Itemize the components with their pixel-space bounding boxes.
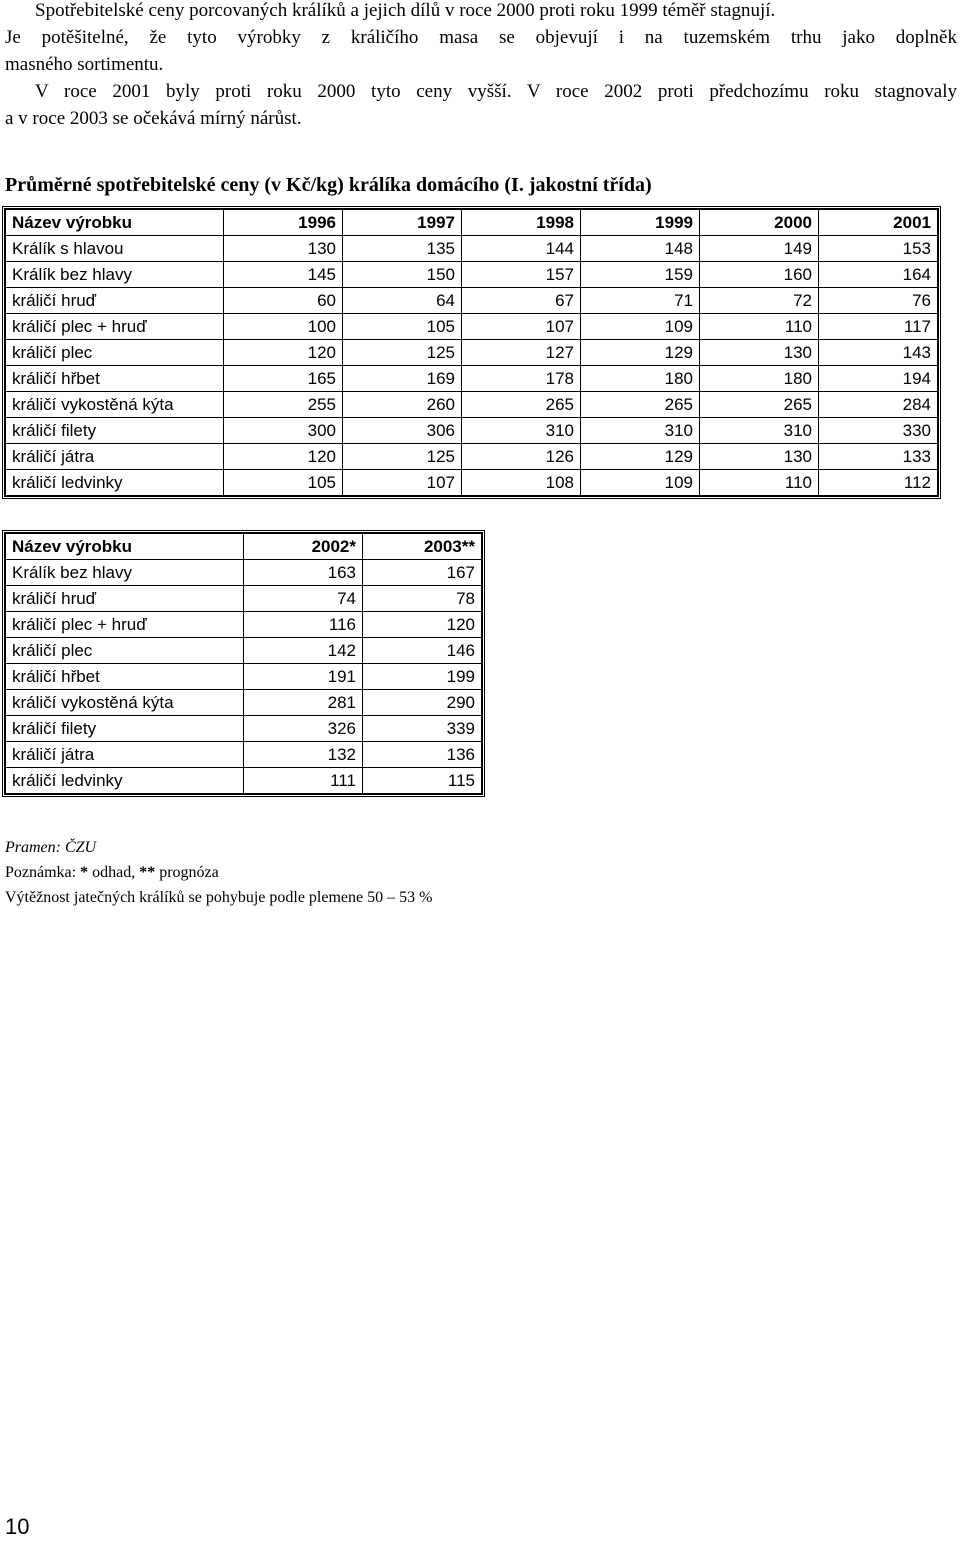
price-cell: 265: [462, 392, 581, 418]
table-row: [6, 288, 938, 314]
price-cell: 76: [819, 288, 938, 314]
table-row: [6, 586, 482, 612]
table-row: [6, 638, 482, 664]
header-year: 1996: [224, 210, 343, 236]
price-cell: 164: [819, 262, 938, 288]
forecast-marker: **: [139, 864, 156, 881]
product-name-cell: králičí játra: [6, 742, 244, 768]
table-row: [6, 664, 482, 690]
price-cell: 149: [700, 236, 819, 262]
price-cell: 255: [224, 392, 343, 418]
intro-paragraph-2: [5, 78, 957, 132]
header-year: 2001: [819, 210, 938, 236]
price-cell: 129: [581, 340, 700, 366]
price-cell: 165: [224, 366, 343, 392]
price-cell: 167: [363, 560, 482, 586]
product-name-cell: králičí hřbet: [6, 366, 224, 392]
table-row: [6, 470, 938, 496]
price-cell: 135: [343, 236, 462, 262]
price-cell: 136: [363, 742, 482, 768]
price-cell: 144: [462, 236, 581, 262]
price-cell: 74: [244, 586, 363, 612]
table-row: [6, 444, 938, 470]
table-row: [6, 366, 938, 392]
table-row: [6, 742, 482, 768]
price-cell: 180: [700, 366, 819, 392]
header-product-name: Název výrobku: [6, 210, 224, 236]
price-cell: 330: [819, 418, 938, 444]
price-cell: 130: [224, 236, 343, 262]
price-cell: 109: [581, 314, 700, 340]
product-name-cell: králičí vykostěná kýta: [6, 690, 244, 716]
price-cell: 145: [224, 262, 343, 288]
price-cell: 180: [581, 366, 700, 392]
price-cell: 310: [700, 418, 819, 444]
product-name-cell: králičí plec: [6, 638, 244, 664]
price-table-2002-2003: [2, 530, 485, 797]
price-cell: 260: [343, 392, 462, 418]
price-cell: 130: [700, 444, 819, 470]
price-table-1996-2001: [2, 206, 941, 499]
price-cell: 64: [343, 288, 462, 314]
price-cell: 150: [343, 262, 462, 288]
price-cell: 117: [819, 314, 938, 340]
price-cell: 127: [462, 340, 581, 366]
source-note: Pramen: ČZU: [5, 839, 97, 856]
product-name-cell: králičí hřbet: [6, 664, 244, 690]
product-name-cell: králičí plec + hruď: [6, 314, 224, 340]
price-cell: 281: [244, 690, 363, 716]
price-cell: 115: [363, 768, 482, 794]
yield-note: Výtěžnost jatečných králíků se pohybuje podle plemene 50 – 53 %: [5, 889, 433, 906]
product-name-cell: králičí ledvinky: [6, 768, 244, 794]
price-cell: 142: [244, 638, 363, 664]
table-row: [6, 236, 938, 262]
price-cell: 120: [224, 444, 343, 470]
table-header-row: [6, 210, 938, 236]
header-product-name: Název výrobku: [6, 534, 244, 560]
price-cell: 310: [581, 418, 700, 444]
estimate-text: odhad,: [88, 864, 140, 881]
table-row: [6, 392, 938, 418]
header-year: 1999: [581, 210, 700, 236]
intro-line-1: Spotřebitelské ceny porcovaných králíků a jejich dílů v roce 2000 proti roku 1999 téměř stagnují.: [35, 0, 776, 21]
price-cell: 148: [581, 236, 700, 262]
price-cell: 153: [819, 236, 938, 262]
price-cell: 105: [343, 314, 462, 340]
price-cell: 120: [363, 612, 482, 638]
price-cell: 116: [244, 612, 363, 638]
price-cell: 105: [224, 470, 343, 496]
price-cell: 133: [819, 444, 938, 470]
price-cell: 157: [462, 262, 581, 288]
price-cell: 120: [224, 340, 343, 366]
product-name-cell: Králík bez hlavy: [6, 262, 224, 288]
price-cell: 108: [462, 470, 581, 496]
price-cell: 169: [343, 366, 462, 392]
price-cell: 71: [581, 288, 700, 314]
price-table-1: [5, 209, 938, 496]
table-row: [6, 262, 938, 288]
price-cell: 107: [343, 470, 462, 496]
table-row: [6, 768, 482, 794]
remark-note: [5, 860, 219, 885]
header-year: 1997: [343, 210, 462, 236]
price-cell: 130: [700, 340, 819, 366]
table-row: [6, 716, 482, 742]
table-row: [6, 560, 482, 586]
price-cell: 199: [363, 664, 482, 690]
table-row: [6, 418, 938, 444]
price-cell: 326: [244, 716, 363, 742]
price-cell: 129: [581, 444, 700, 470]
price-cell: 109: [581, 470, 700, 496]
price-cell: 110: [700, 314, 819, 340]
price-cell: 67: [462, 288, 581, 314]
intro-line-4: V roce 2001 byly proti roku 2000 tyto ceny vyšší. V roce 2002 proti předchozímu roku stagnovaly: [35, 81, 957, 102]
price-cell: 112: [819, 470, 938, 496]
page-number: 10: [5, 1514, 30, 1539]
forecast-text: prognóza: [155, 864, 219, 881]
product-name-cell: králičí vykostěná kýta: [6, 392, 224, 418]
intro-line-3: masného sortimentu.: [5, 54, 164, 75]
product-name-cell: králičí filety: [6, 418, 224, 444]
price-cell: 132: [244, 742, 363, 768]
price-cell: 125: [343, 444, 462, 470]
table-row: [6, 314, 938, 340]
product-name-cell: králičí játra: [6, 444, 224, 470]
price-cell: 159: [581, 262, 700, 288]
remark-label: Poznámka:: [5, 864, 81, 881]
price-cell: 265: [581, 392, 700, 418]
price-cell: 265: [700, 392, 819, 418]
product-name-cell: králičí filety: [6, 716, 244, 742]
product-name-cell: králičí ledvinky: [6, 470, 224, 496]
table-title: Průměrné spotřebitelské ceny (v Kč/kg) králíka domácího (I. jakostní třída): [5, 174, 652, 196]
price-cell: 310: [462, 418, 581, 444]
product-name-cell: králičí plec + hruď: [6, 612, 244, 638]
price-table-2: [5, 533, 482, 794]
price-cell: 107: [462, 314, 581, 340]
header-year: 1998: [462, 210, 581, 236]
product-name-cell: Králík s hlavou: [6, 236, 224, 262]
estimate-marker: *: [80, 864, 89, 881]
table-row: [6, 340, 938, 366]
price-cell: 110: [700, 470, 819, 496]
price-cell: 146: [363, 638, 482, 664]
price-cell: 125: [343, 340, 462, 366]
price-cell: 290: [363, 690, 482, 716]
intro-line-5: a v roce 2003 se očekává mírný nárůst.: [5, 108, 302, 129]
price-cell: 78: [363, 586, 482, 612]
intro-line-2: Je potěšitelné, že tyto výrobky z králičího masa se objevují i na tuzemském trhu jako doplněk: [5, 27, 957, 48]
intro-paragraph-1: [5, 0, 957, 78]
table-row: [6, 690, 482, 716]
header-year: 2000: [700, 210, 819, 236]
price-cell: 339: [363, 716, 482, 742]
header-year: 2003**: [363, 534, 482, 560]
price-cell: 126: [462, 444, 581, 470]
table-header-row: [6, 534, 482, 560]
price-cell: 284: [819, 392, 938, 418]
price-cell: 191: [244, 664, 363, 690]
price-cell: 100: [224, 314, 343, 340]
product-name-cell: králičí plec: [6, 340, 224, 366]
price-cell: 194: [819, 366, 938, 392]
price-cell: 160: [700, 262, 819, 288]
price-cell: 178: [462, 366, 581, 392]
price-cell: 306: [343, 418, 462, 444]
table-row: [6, 612, 482, 638]
product-name-cell: králičí hruď: [6, 288, 224, 314]
price-cell: 60: [224, 288, 343, 314]
price-cell: 143: [819, 340, 938, 366]
price-cell: 163: [244, 560, 363, 586]
product-name-cell: Králík bez hlavy: [6, 560, 244, 586]
product-name-cell: králičí hruď: [6, 586, 244, 612]
header-year: 2002*: [244, 534, 363, 560]
price-cell: 111: [244, 768, 363, 794]
price-cell: 72: [700, 288, 819, 314]
price-cell: 300: [224, 418, 343, 444]
